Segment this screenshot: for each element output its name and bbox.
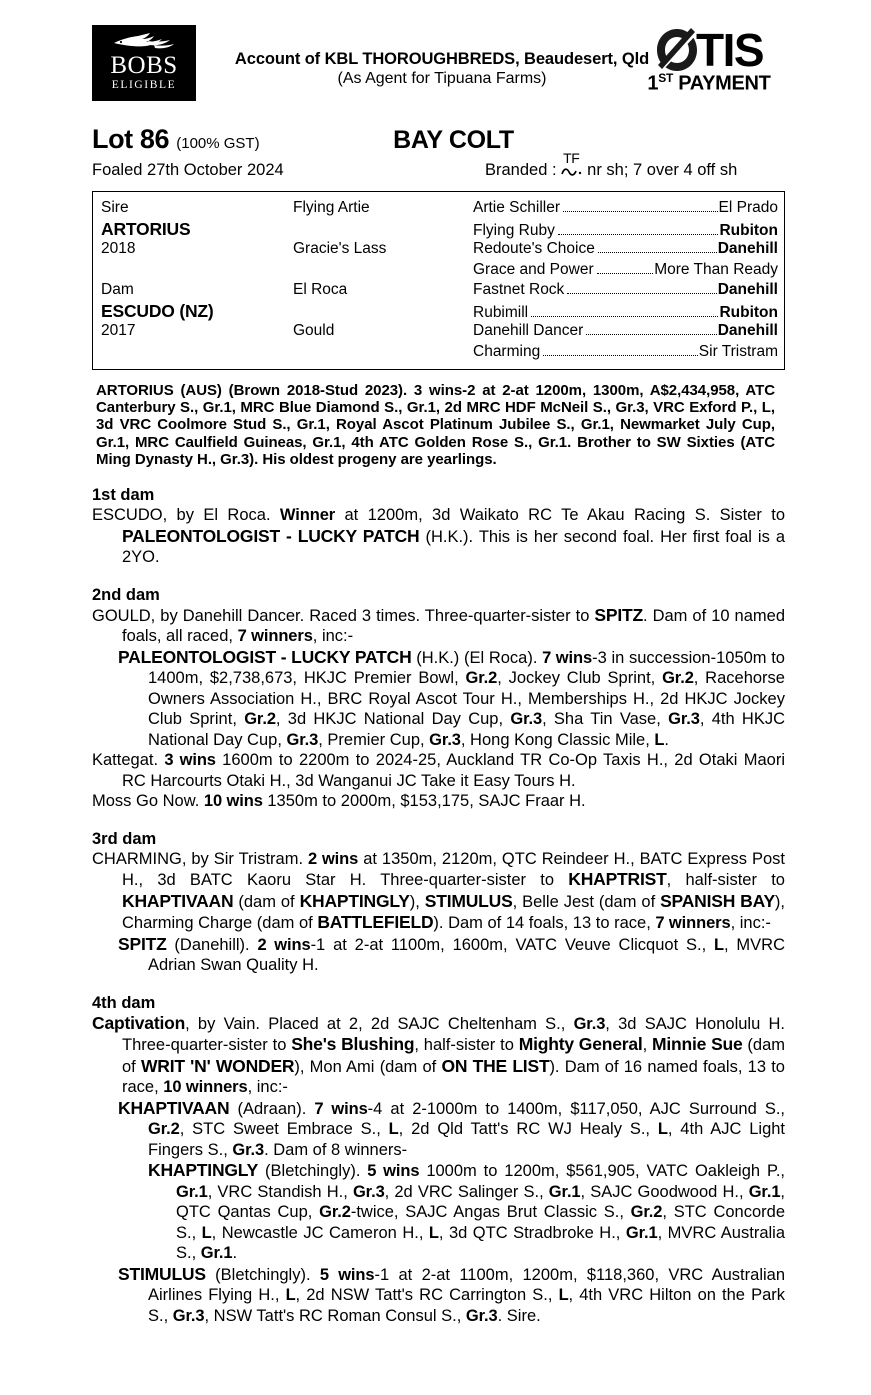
- body-text: , 2d NSW Tatt's RC Carrington S.,: [295, 1286, 559, 1305]
- pedigree-paragraph: [92, 849, 785, 934]
- pedigree-dot-leader: [586, 333, 716, 335]
- pedigree-paragraph: [92, 1264, 785, 1327]
- body-text: ),: [409, 892, 425, 911]
- emphasis-text: 7 wins: [542, 648, 593, 667]
- catalogue-page: [0, 22, 871, 1395]
- body-text: -3 in succession-1050m to 1400m, $2,738,673, HKJC Premier Bowl,: [148, 648, 785, 688]
- emphasis-text: Gr.3: [172, 1306, 205, 1325]
- pedigree-greatgrandparent-name: Rubiton: [719, 221, 778, 239]
- body-text: , 4th VRC Hilton on the Park S.,: [148, 1286, 786, 1325]
- pedigree-cell-generation1: 2017: [101, 322, 136, 339]
- pedigree-grandparent-name: Artie Schiller: [473, 199, 560, 216]
- otis-payment-number: 1: [647, 72, 659, 95]
- branded-info: [485, 150, 738, 180]
- pedigree-row: [93, 280, 784, 301]
- pedigree-dot-leader: [597, 272, 654, 274]
- pedigree-cell-generation2: Gracie's Lass: [293, 240, 387, 257]
- body-text: , Belle Jest (dam of: [512, 892, 661, 911]
- pedigree-dot-leader: [558, 233, 719, 235]
- dam-sections: [0, 486, 871, 1326]
- emphasis-text: L: [654, 730, 665, 749]
- pedigree-cell-generation1: ARTORIUS: [101, 218, 191, 239]
- emphasis-text: 5 wins: [319, 1265, 375, 1284]
- dam-body: [92, 505, 785, 568]
- body-text: , 3d HKJC National Day Cup,: [275, 710, 511, 729]
- body-text: .: [232, 1244, 238, 1263]
- horse-name: Mighty General: [518, 1034, 643, 1055]
- bobs-eligible-label: ELIGIBLE: [111, 79, 177, 91]
- pedigree-table: [92, 191, 785, 370]
- branded-description: nr sh; 7 over 4 off sh: [587, 161, 738, 179]
- horse-name: Minnie Sue: [651, 1034, 743, 1055]
- pedigree-cell-generation2: Gould: [293, 322, 335, 339]
- body-text: , inc:-: [247, 1078, 288, 1097]
- otis-payment-suffix: ST: [658, 71, 673, 85]
- account-block: [207, 50, 677, 88]
- dam-heading: 3rd dam: [92, 829, 157, 848]
- emphasis-text: Gr.2: [630, 1203, 663, 1222]
- pedigree-paragraph: [92, 1160, 785, 1264]
- horse-name: ON THE LIST: [441, 1055, 550, 1076]
- body-text: , 3d SAJC Honolulu H. Three-quarter-sister to: [122, 1014, 785, 1055]
- body-text: , STC Sweet Embrace S.,: [179, 1120, 389, 1139]
- emphasis-text: L: [558, 1286, 569, 1305]
- pedigree-cell-generation3: [473, 239, 784, 260]
- pedigree-cell-generation2: Flying Artie: [293, 199, 370, 216]
- horse-name: PALEONTOLOGIST - LUCKY PATCH: [122, 525, 420, 546]
- horse-name: WRIT 'N' WONDER: [140, 1055, 295, 1076]
- body-text: , half-sister to: [666, 871, 785, 890]
- pedigree-cell-generation1: Dam: [101, 281, 134, 298]
- pedigree-grandparent-name: Grace and Power: [473, 260, 594, 278]
- pedigree-dot-leader: [563, 210, 718, 212]
- pedigree-greatgrandparent-name: Sir Tristram: [698, 342, 778, 360]
- pedigree-row: [93, 301, 784, 322]
- emphasis-text: Gr.3: [573, 1014, 606, 1033]
- body-text: .: [664, 730, 669, 749]
- pedigree-cell-generation1: ESCUDO (NZ): [101, 300, 214, 321]
- emphasis-text: Gr.2: [244, 710, 276, 729]
- page-header: [92, 22, 785, 122]
- body-text: , 4th HKJC National Day Cup,: [148, 710, 785, 749]
- emphasis-text: Gr.3: [232, 1140, 265, 1159]
- body-text: (Bletchingly).: [205, 1265, 320, 1284]
- colour-and-sex: BAY COLT: [393, 126, 514, 154]
- emphasis-text: L: [428, 1223, 439, 1242]
- body-text: Moss Go Now.: [92, 792, 204, 811]
- pedigree-cell-generation3: [473, 221, 784, 242]
- pedigree-grandparent-name: Charming: [473, 342, 541, 360]
- body-text: , inc:-: [312, 627, 354, 646]
- pedigree-paragraph: [92, 1013, 785, 1098]
- pedigree-cell-generation3: [473, 198, 784, 219]
- body-text: . Sire.: [497, 1306, 541, 1325]
- foaled-date: Foaled 27th October 2024: [92, 161, 284, 179]
- body-text: . Dam of 10 named foals, all raced,: [122, 606, 786, 646]
- pedigree-cell-generation3: [473, 321, 784, 342]
- body-text: Kattegat.: [92, 751, 165, 770]
- body-text: , half-sister to: [414, 1036, 519, 1055]
- body-text: at 1350m, 2120m, QTC Reindeer H., BATC Express Post H., 3d BATC Kaoru Star H. Three-quarter-sister to: [122, 849, 785, 890]
- emphasis-text: Gr.2: [662, 669, 694, 688]
- pedigree-greatgrandparent-name: Danehill: [717, 240, 778, 257]
- body-text: ,: [642, 1036, 652, 1055]
- body-text: 1350m to 2000m, $153,175, SAJC Fraar H.: [262, 792, 586, 811]
- horse-name: KHAPTIVAAN: [118, 1097, 230, 1118]
- dam-heading: 2nd dam: [92, 585, 160, 604]
- body-text: -1 at 2-at 1100m, 1600m, VATC Veuve Clicquot S.,: [310, 935, 715, 954]
- brand-letters: TF: [563, 150, 580, 166]
- body-text: , Jockey Club Sprint,: [497, 669, 663, 688]
- emphasis-text: Gr.1: [625, 1223, 658, 1242]
- otis-o-icon: [655, 28, 699, 72]
- pedigree-grandparent-name: Redoute's Choice: [473, 240, 595, 257]
- lot-number-text: Lot 86: [92, 124, 170, 154]
- pedigree-greatgrandparent-name: More Than Ready: [654, 260, 778, 278]
- body-text: , QTC Qantas Cup,: [176, 1182, 785, 1222]
- pedigree-grandparent-name: Flying Ruby: [473, 221, 555, 239]
- body-text: , Premier Cup,: [318, 730, 430, 749]
- brand-symbol: [561, 150, 587, 179]
- pedigree-grandparent-name: Fastnet Rock: [473, 281, 565, 298]
- emphasis-text: Gr.3: [352, 1182, 385, 1201]
- horse-name: SPITZ: [118, 933, 167, 954]
- emphasis-text: Gr.3: [465, 1306, 498, 1325]
- emphasis-text: L: [714, 935, 724, 954]
- emphasis-text: Winner: [279, 506, 336, 525]
- otis-payment-label: [633, 71, 785, 96]
- body-text: , by Vain. Placed at 2, 2d SAJC Cheltenham S.,: [185, 1014, 574, 1033]
- body-text: , inc:-: [730, 914, 771, 933]
- body-text: , Newcastle JC Cameron H.,: [211, 1223, 429, 1242]
- dam-body: [92, 1013, 785, 1327]
- pedigree-cell-generation3: [473, 260, 784, 281]
- body-text: , Racehorse Owners Association H., BRC Royal Ascot Tour H., Memberships H., 2d HKJC Jockey Club Sprint,: [148, 669, 785, 729]
- bobs-wordmark: BOBS: [110, 52, 178, 79]
- horse-name: KHAPTRIST: [568, 869, 667, 890]
- emphasis-text: L: [657, 1120, 668, 1139]
- pedigree-grandparent-name: Danehill Dancer: [473, 322, 584, 339]
- horse-name: KHAPTIVAAN: [122, 890, 234, 911]
- body-text: (dam of: [233, 892, 300, 911]
- emphasis-text: Gr.3: [668, 710, 700, 729]
- body-text: CHARMING, by Sir Tristram.: [92, 849, 309, 868]
- pedigree-cell-generation1: Sire: [101, 199, 129, 216]
- body-text: , NSW Tatt's RC Roman Consul S.,: [204, 1306, 466, 1325]
- horse-name: STIMULUS: [424, 890, 513, 911]
- horse-name: KHAPTINGLY: [148, 1160, 259, 1181]
- body-text: ESCUDO, by El Roca.: [92, 506, 280, 525]
- emphasis-text: Gr.1: [200, 1244, 233, 1263]
- account-name: Account of KBL THOROUGHBREDS, Beaudesert, Qld: [234, 50, 650, 68]
- emphasis-text: Gr.2: [319, 1203, 351, 1222]
- body-text: (H.K.) (El Roca).: [411, 648, 543, 667]
- body-text: , MVRC Adrian Swan Quality H.: [148, 935, 786, 975]
- lot-row: [92, 124, 785, 154]
- pedigree-cell-generation1: 2018: [101, 240, 136, 257]
- pedigree-row: [93, 239, 784, 260]
- pedigree-dot-leader: [567, 292, 716, 294]
- horse-name: PALEONTOLOGIST - LUCKY PATCH: [118, 646, 412, 667]
- body-text: (Danehill).: [166, 935, 258, 954]
- dam-heading: 4th dam: [92, 993, 156, 1012]
- body-text: , 2d Qld Tatt's RC WJ Healy S.,: [398, 1120, 658, 1139]
- emphasis-text: 7 winners: [655, 914, 731, 933]
- body-text: -1 at 2-at 1100m, 1200m, $118,360, VRC Australian Airlines Flying H.,: [148, 1265, 785, 1305]
- emphasis-text: 2 wins: [257, 935, 311, 954]
- horse-name: BATTLEFIELD: [317, 912, 434, 933]
- horse-name: She's Blushing: [291, 1034, 415, 1055]
- body-text: -4 at 2-1000m to 1400m, $117,050, AJC Surround S.,: [367, 1099, 785, 1118]
- body-text: ). Dam of 16 named foals, 13 to race,: [122, 1057, 785, 1097]
- body-text: , 2d VRC Salinger S.,: [384, 1182, 549, 1201]
- body-text: (Adraan).: [229, 1099, 315, 1118]
- brand-wave-icon: [561, 165, 585, 177]
- body-text: GOULD, by Danehill Dancer. Raced 3 times. Three-quarter-sister to: [92, 606, 595, 625]
- emphasis-text: 7 winners: [237, 627, 313, 646]
- body-text: , STC Concorde S.,: [176, 1203, 785, 1242]
- body-text: , Hong Kong Classic Mile,: [460, 730, 655, 749]
- horse-name: SPANISH BAY: [660, 890, 775, 911]
- bobs-eligible-logo: [92, 25, 196, 101]
- emphasis-text: Gr.1: [748, 1182, 781, 1201]
- pedigree-greatgrandparent-name: Danehill: [717, 322, 778, 339]
- body-text: ), Mon Ami (dam of: [294, 1057, 442, 1076]
- emphasis-text: Gr.1: [176, 1182, 208, 1201]
- pedigree-paragraph: [92, 505, 785, 568]
- pedigree-grandparent-name: Rubimill: [473, 303, 529, 321]
- pedigree-dot-leader: [531, 315, 718, 317]
- pedigree-paragraph: [92, 647, 785, 751]
- body-text: 1600m to 2200m to 2024-25, Auckland TR Co-Op Taxis H., 2d Otaki Maori RC Harcourts Otaki H., 3d Wanganui JC Take it Easy Tours H.: [122, 751, 785, 790]
- pedigree-row: [93, 219, 784, 240]
- pedigree-greatgrandparent-name: Rubiton: [719, 303, 778, 321]
- body-text: , Sha Tin Vase,: [542, 710, 669, 729]
- pedigree-row: [93, 321, 784, 342]
- emphasis-text: 10 wins: [203, 792, 263, 811]
- dam-body: [92, 605, 785, 812]
- pedigree-cell-generation3: [473, 303, 784, 324]
- pedigree-paragraph: [92, 791, 785, 812]
- body-text: , MVRC Australia S.,: [176, 1223, 785, 1263]
- body-text: , VRC Standish H.,: [207, 1182, 353, 1201]
- pedigree-paragraph: [92, 605, 785, 647]
- emphasis-text: Gr.2: [148, 1120, 180, 1139]
- horse-name: Captivation: [92, 1012, 186, 1033]
- branded-label: Branded :: [485, 161, 557, 179]
- otis-payment-word: PAYMENT: [672, 72, 771, 95]
- emphasis-text: 5 wins: [367, 1162, 420, 1181]
- gst-note: (100% GST): [176, 135, 260, 152]
- pedigree-dot-leader: [543, 354, 698, 356]
- pedigree-paragraph: [92, 1098, 785, 1161]
- pedigree-row: [93, 260, 784, 281]
- dam-body: [92, 849, 785, 976]
- emphasis-text: 10 winners: [163, 1078, 248, 1097]
- pedigree-greatgrandparent-name: El Prado: [718, 199, 778, 216]
- pedigree-row: [93, 342, 784, 363]
- body-text: . Dam of 8 winners-: [264, 1140, 408, 1159]
- emphasis-text: 2 wins: [308, 849, 359, 868]
- otis-logo: [633, 24, 785, 96]
- otis-tis-text: TIS: [695, 24, 764, 76]
- pedigree-cell-generation2: El Roca: [293, 281, 348, 298]
- account-agent: (As Agent for Tipuana Farms): [337, 70, 547, 87]
- body-text: (H.K.). This is her second foal. Her first foal is a 2YO.: [122, 527, 786, 567]
- body-text: , 4th AJC Light Fingers S.,: [148, 1120, 786, 1159]
- pedigree-dot-leader: [598, 251, 717, 253]
- emphasis-text: 3 wins: [164, 751, 216, 770]
- body-text: ). Dam of 14 foals, 13 to race,: [433, 914, 656, 933]
- bobs-horse-icon: [112, 30, 176, 54]
- body-text: , SAJC Goodwood H.,: [580, 1182, 749, 1201]
- foaled-branded-row: [92, 150, 785, 187]
- body-text: 1000m to 1200m, $561,905, VATC Oakleigh P.,: [419, 1162, 785, 1181]
- pedigree-cell-generation3: [473, 342, 784, 363]
- body-text: , 3d QTC Stradbroke H.,: [438, 1223, 626, 1242]
- pedigree-paragraph: [92, 750, 785, 791]
- emphasis-text: L: [388, 1120, 399, 1139]
- horse-name: KHAPTINGLY: [299, 890, 410, 911]
- emphasis-text: 7 wins: [314, 1099, 368, 1118]
- body-text: -twice, SAJC Angas Brut Classic S.,: [350, 1203, 631, 1222]
- horse-name: SPITZ: [594, 604, 643, 625]
- horse-name: STIMULUS: [118, 1263, 206, 1284]
- body-text: (dam of: [122, 1036, 785, 1076]
- emphasis-text: Gr.2: [465, 669, 498, 688]
- body-text: ), Charming Charge (dam of: [122, 892, 786, 933]
- emphasis-text: Gr.3: [510, 710, 543, 729]
- otis-wordmark-row: [633, 24, 785, 76]
- emphasis-text: Gr.1: [548, 1182, 581, 1201]
- sire-blurb: ARTORIUS (AUS) (Brown 2018-Stud 2023). 3 wins-2 at 2-at 1200m, 1300m, A$2,434,958, ATC Canterbury S., Gr.1, MRC Blue Diamond S., Gr.1, 2d MRC HDF McNeil S., Gr.3, VRC Exford P., L, 3d VRC Coolmore Stud S., Gr.1, Royal Ascot Platinum Jubilee S., Gr.1, Newmarket July Cup, Gr.1, MRC Caulfield Guineas, Gr.1, 4th ATC Golden Rose S., Gr.1. Brother to SW Sixties (ATC Ming Dynasty H., Gr.3). His oldest progeny are yearlings.: [96, 382, 775, 468]
- emphasis-text: Gr.3: [286, 730, 319, 749]
- pedigree-cell-generation3: [473, 280, 784, 301]
- pedigree-row: [93, 198, 784, 219]
- pedigree-paragraph: [92, 934, 785, 976]
- emphasis-text: L: [285, 1286, 296, 1305]
- body-text: (Bletchingly).: [258, 1162, 368, 1181]
- emphasis-text: L: [201, 1223, 212, 1242]
- dam-heading: 1st dam: [92, 486, 155, 505]
- emphasis-text: Gr.3: [429, 730, 461, 749]
- pedigree-greatgrandparent-name: Danehill: [717, 281, 778, 298]
- body-text: at 1200m, 3d Waikato RC Te Akau Racing S. Sister to: [335, 506, 785, 525]
